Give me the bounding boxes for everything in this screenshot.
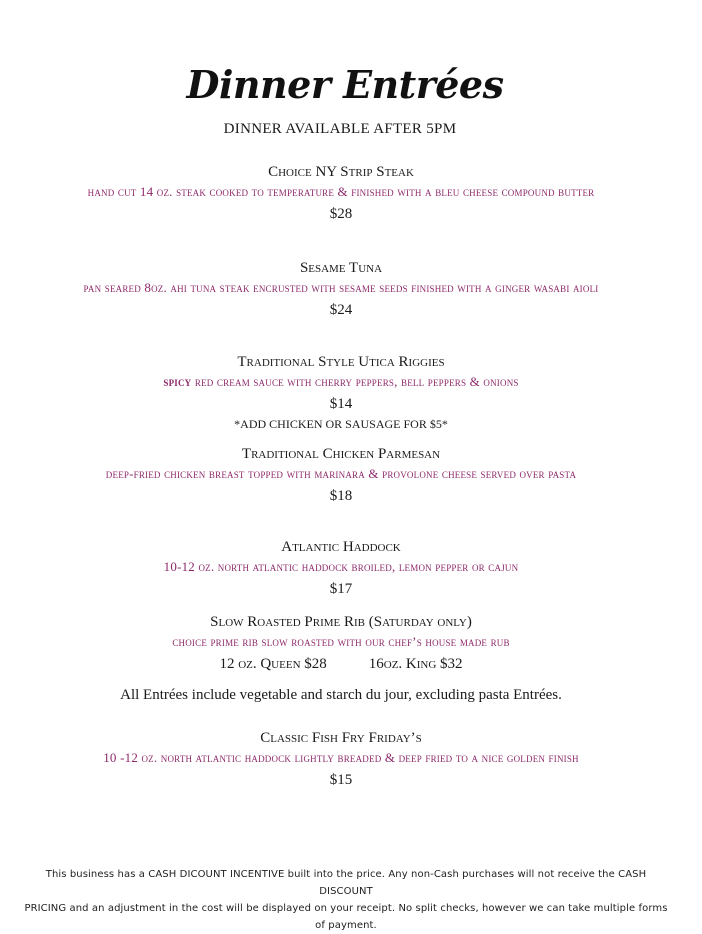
menu-item-prime-rib: [30, 612, 652, 675]
item-addon: *ADD CHICKEN OR SAUSAGE FOR $5*: [234, 417, 448, 431]
price-king: 16oz. King $32: [368, 656, 463, 672]
item-name: Classic Fish Fry Friday’s: [260, 730, 422, 746]
cash-discount-notice: [22, 866, 670, 934]
item-description: [30, 372, 652, 391]
item-description-text: red cream sauce with cherry peppers, bell peppers & onions: [191, 374, 519, 389]
menu-item-fish-fry: [30, 728, 652, 791]
menu-item-utica-riggies: [30, 352, 652, 433]
item-price: $18: [329, 488, 353, 504]
item-name: Sesame Tuna: [299, 260, 383, 276]
item-description: deep-fried chicken breast topped with marinara & provolone cheese served over pasta: [105, 466, 577, 481]
item-price: $17: [329, 581, 353, 597]
menu-item-sesame-tuna: [30, 258, 652, 321]
footer-line-1: This business has a CASH DICOUNT INCENTIVE built into the price. Any non-Cash purchases will not receive the CASH DISCOUNT: [45, 869, 647, 897]
entree-sides-note: All Entrées include vegetable and starch du jour, excluding pasta Entrées.: [120, 687, 562, 703]
item-name: Traditional Chicken Parmesan: [241, 446, 441, 462]
item-description: hand cut 14 oz. steak cooked to temperature & finished with a bleu cheese compound butter: [87, 184, 595, 199]
item-price: $24: [329, 302, 353, 318]
item-price: $14: [329, 396, 353, 412]
menu-item-chicken-parmesan: [30, 444, 652, 507]
page-title: Dinner Entrées: [186, 62, 504, 107]
item-price: $15: [329, 772, 353, 788]
item-description: choice prime rib slow roasted with our chef’s house made rub: [172, 634, 510, 649]
item-description: 10-12 oz. north atlantic haddock broiled, lemon pepper or cajun: [163, 559, 519, 574]
item-price: $28: [329, 206, 353, 222]
item-description: 10 -12 oz. north atlantic haddock lightly breaded & deep fried to a nice golden finish: [103, 750, 579, 765]
price-queen: 12 oz. Queen $28: [219, 656, 327, 672]
item-name: Atlantic Haddock: [281, 539, 401, 555]
item-description: pan seared 8oz. ahi tuna steak encrusted with sesame seeds finished with a ginger wasabi aioli: [83, 280, 599, 295]
spicy-label: spicy: [163, 374, 192, 389]
item-name: Choice NY Strip Steak: [268, 164, 414, 180]
menu-item-strip-steak: [30, 162, 652, 225]
dinner-hours: DINNER AVAILABLE AFTER 5PM: [223, 121, 457, 137]
footer-line-2: PRICING and an adjustment in the cost will be displayed on your receipt. No split checks, however we can take multiple forms of payment.: [24, 903, 668, 931]
item-name: Slow Roasted Prime Rib (Saturday only): [210, 614, 472, 630]
item-price-options: [30, 653, 652, 675]
item-name: Traditional Style Utica Riggies: [237, 354, 445, 370]
menu-item-atlantic-haddock: [30, 537, 652, 600]
